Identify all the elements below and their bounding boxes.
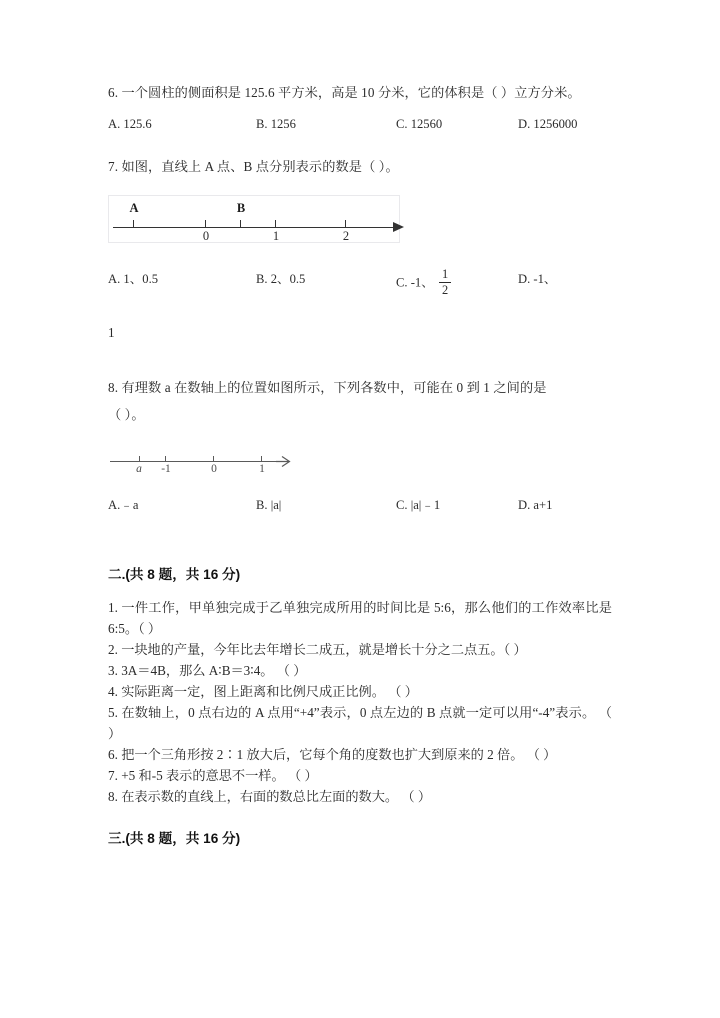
question-6-options — [108, 114, 612, 134]
question-7-option-c-prefix: C. -1、 — [396, 275, 434, 290]
question-8-option-a[interactable]: A.﹣a — [108, 498, 139, 513]
question-7-option-c[interactable] — [396, 269, 518, 298]
question-8-option-b[interactable]: B. |a| — [256, 498, 282, 513]
fraction-one-half — [439, 268, 451, 297]
number-line-figure-a — [108, 447, 408, 481]
section-2-items — [108, 597, 612, 807]
axis-label-one: 1 — [272, 229, 280, 243]
axis-label-neg-1: -1 — [161, 463, 171, 476]
worksheet-content — [108, 82, 612, 847]
spacer — [108, 343, 612, 377]
question-8-stem-line2: （ ）。 — [108, 407, 145, 423]
tick-neg-1 — [165, 456, 166, 462]
section-2-heading: 二.(共 8 题，共 16 分) — [108, 567, 241, 583]
list-item: 3. 3A＝4B，那么 A∶B＝3∶4。 （ ） — [108, 663, 307, 679]
axis-label-zero: 0 — [211, 463, 217, 476]
arrow-head-icon — [276, 454, 291, 469]
axis-label-a: a — [136, 463, 142, 476]
list-item: 8. 在表示数的直线上，右面的数总比左面的数大。 （ ） — [108, 789, 432, 805]
question-6-option-c[interactable]: C. 12560 — [396, 117, 443, 131]
number-line-axis — [110, 461, 278, 462]
list-item: 5. 在数轴上，0 点右边的 A 点用“+4”表示，0 点左边的 B 点就一定可以用“-4”表示。 （ ） — [108, 705, 612, 742]
arrow-head-icon — [393, 222, 404, 232]
question-8-option-c[interactable]: C. |a|﹣1 — [396, 498, 441, 513]
tick-a — [139, 456, 140, 462]
question-7-option-d-wrapped: 1 — [108, 325, 115, 341]
list-item: 2. 一块地的产量，今年比去年增长二成五，就是增长十分之二点五。（ ） — [108, 642, 527, 658]
tick-a — [133, 220, 134, 228]
number-line-figure-ab — [108, 195, 400, 243]
spacer — [108, 515, 612, 549]
tick-zero — [205, 220, 206, 228]
question-7-option-a[interactable]: A. 1、0.5 — [108, 272, 159, 286]
question-8-block — [108, 377, 612, 515]
spacer — [108, 134, 612, 156]
question-6-stem: 6. 一个圆柱的侧面积是 125.6 平方米，高是 10 分米，它的体积是（ ）立方分米。 — [108, 85, 581, 100]
tick-two — [345, 220, 346, 228]
axis-label-one: 1 — [259, 463, 265, 476]
axis-label-zero: 0 — [202, 229, 210, 243]
question-6-option-d[interactable]: D. 1256000 — [518, 117, 578, 131]
list-item: 1. 一件工作，甲单独完成于乙单独完成所用的时间比是 5:6，那么他们的工作效率比是 6:5。（ ） — [108, 600, 612, 637]
tick-zero — [213, 456, 214, 462]
list-item: 4. 实际距离一定，图上距离和比例尺成正比例。 （ ） — [108, 684, 418, 700]
question-8-stem: 8. 有理数 a 在数轴上的位置如图所示，下列各数中，可能在 0 到 1 之间的是 — [108, 380, 547, 396]
point-label-a: A — [129, 201, 139, 215]
question-7-stem: 7. 如图，直线上 A 点、B 点分别表示的数是（ ）。 — [108, 159, 399, 174]
question-7-option-d[interactable]: D. -1、 — [518, 272, 557, 286]
list-item: 7. +5 和-5 表示的意思不一样。 （ ） — [108, 768, 318, 784]
fraction-numerator: 1 — [441, 267, 449, 281]
point-label-b: B — [236, 201, 246, 215]
fraction-denominator: 2 — [441, 283, 449, 298]
number-line-axis — [113, 227, 395, 228]
tick-one — [275, 220, 276, 228]
question-7-option-b[interactable]: B. 2、0.5 — [256, 272, 306, 286]
question-6-block — [108, 82, 612, 134]
section-3-heading: 三.(共 8 题，共 16 分) — [108, 831, 241, 847]
question-8-options — [108, 495, 612, 515]
tick-b — [240, 220, 241, 228]
tick-one — [261, 456, 262, 462]
question-6-option-b[interactable]: B. 1256 — [256, 117, 296, 131]
axis-label-two: 2 — [342, 229, 350, 243]
question-6-option-a[interactable]: A. 125.6 — [108, 117, 152, 131]
question-7-block — [108, 156, 612, 343]
question-8-option-d[interactable]: D. a+1 — [518, 498, 553, 513]
list-item: 6. 把一个三角形按 2∶1 放大后，它每个角的度数也扩大到原来的 2 倍。 （ ） — [108, 747, 557, 763]
question-7-options — [108, 269, 612, 298]
